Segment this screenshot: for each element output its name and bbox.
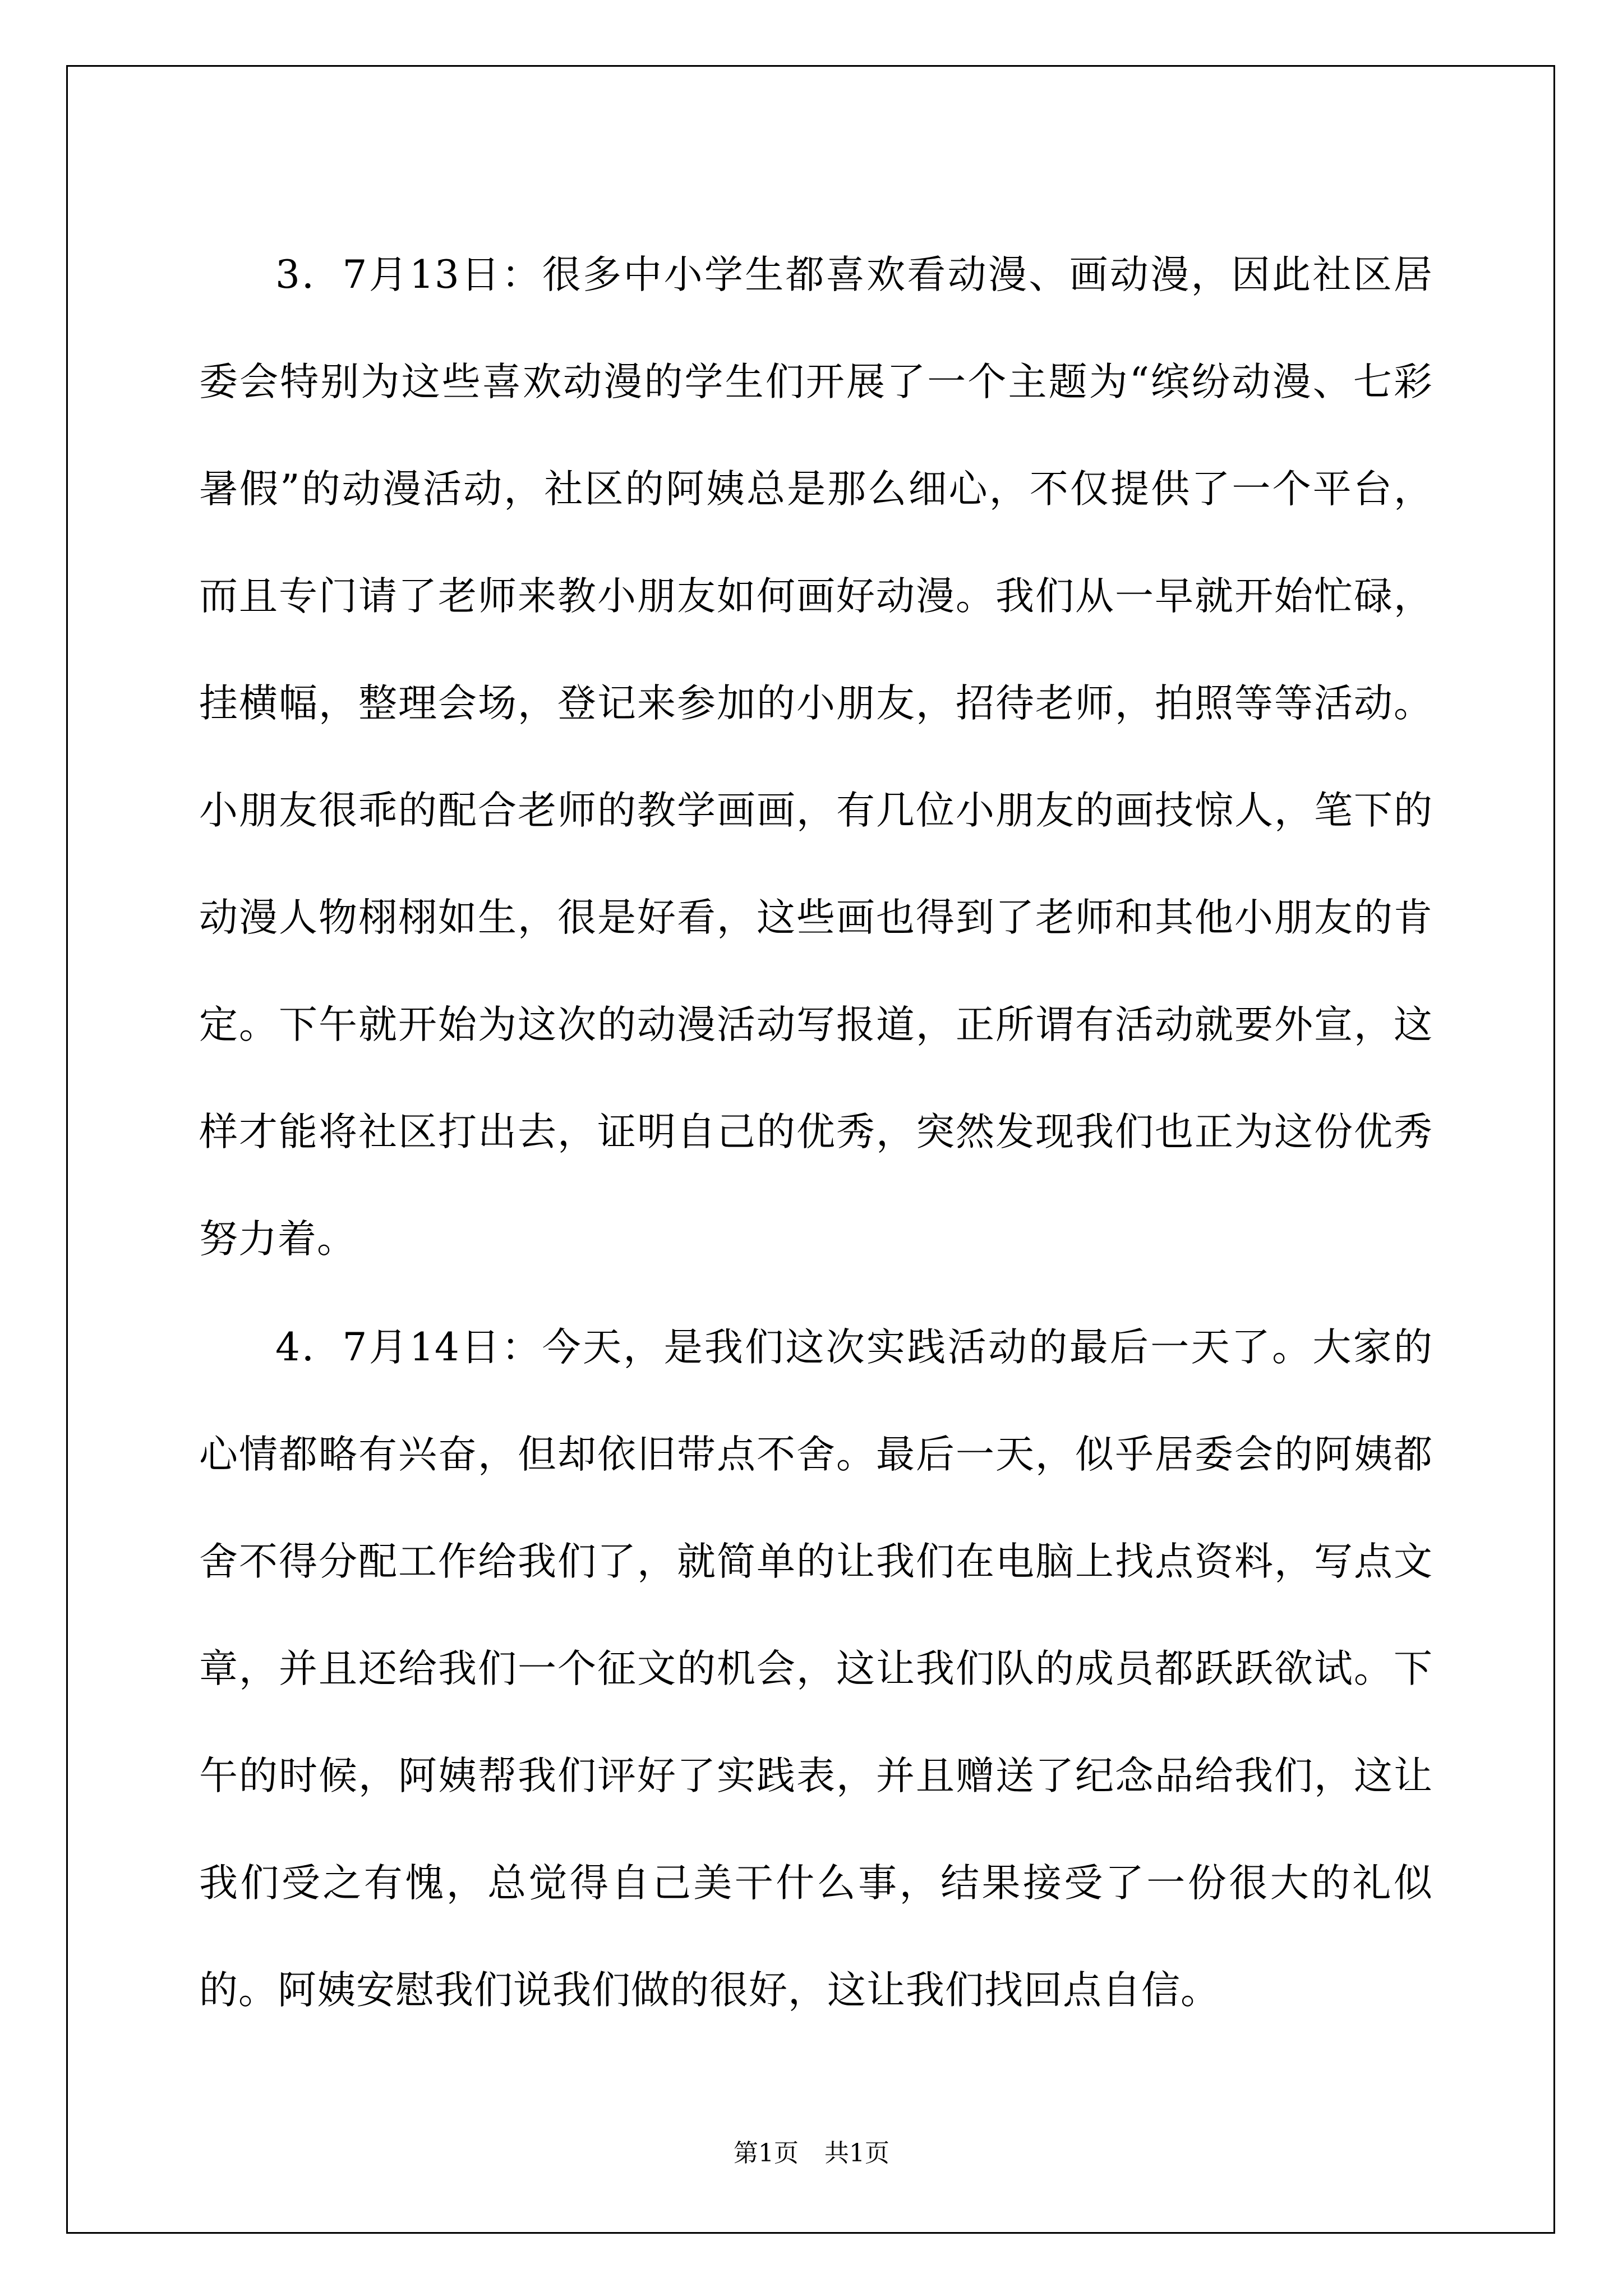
document-body	[199, 222, 1433, 2044]
page-number: 第1页	[734, 2139, 799, 2168]
paragraph-day-4: 4．7月14日：今天，是我们这次实践活动的最后一天了。大家的心情都略有兴奋，但却依旧带点不舍。最后一天，似乎居委会的阿姨都舍不得分配工作给我们了，就简单的让我们在电脑上找点资料，写点文章，并且还给我们一个征文的机会，这让我们队的成员都跃跃欲试。下午的时候，阿姨帮我们评好了实践表，并且赠送了纪念品给我们，这让我们受之有愧，总觉得自己美干什么事，结果接受了一份很大的礼似的。阿姨安慰我们说我们做的很好，这让我们找回点自信。	[199, 1325, 1433, 2013]
paragraph-day-3: 3．7月13日：很多中小学生都喜欢看动漫、画动漫，因此社区居委会特别为这些喜欢动漫的学生们开展了一个主题为“缤纷动漫、七彩暑假”的动漫活动，社区的阿姨总是那么细心，不仅提供了一个平台，而且专门请了老师来教小朋友如何画好动漫。我们从一早就开始忙碌，挂横幅，整理会场，登记来参加的小朋友，招待老师，拍照等等活动。小朋友很乖的配合老师的教学画画，有几位小朋友的画技惊人，笔下的动漫人物栩栩如生，很是好看，这些画也得到了老师和其他小朋友的肯定。下午就开始为这次的动漫活动写报道，正所谓有活动就要外宣，这样才能将社区打出去，证明自己的优秀，突然发现我们也正为这份优秀努力着。	[199, 252, 1433, 1262]
page-total: 共1页	[824, 2139, 889, 2168]
page-footer	[0, 2133, 1623, 2169]
